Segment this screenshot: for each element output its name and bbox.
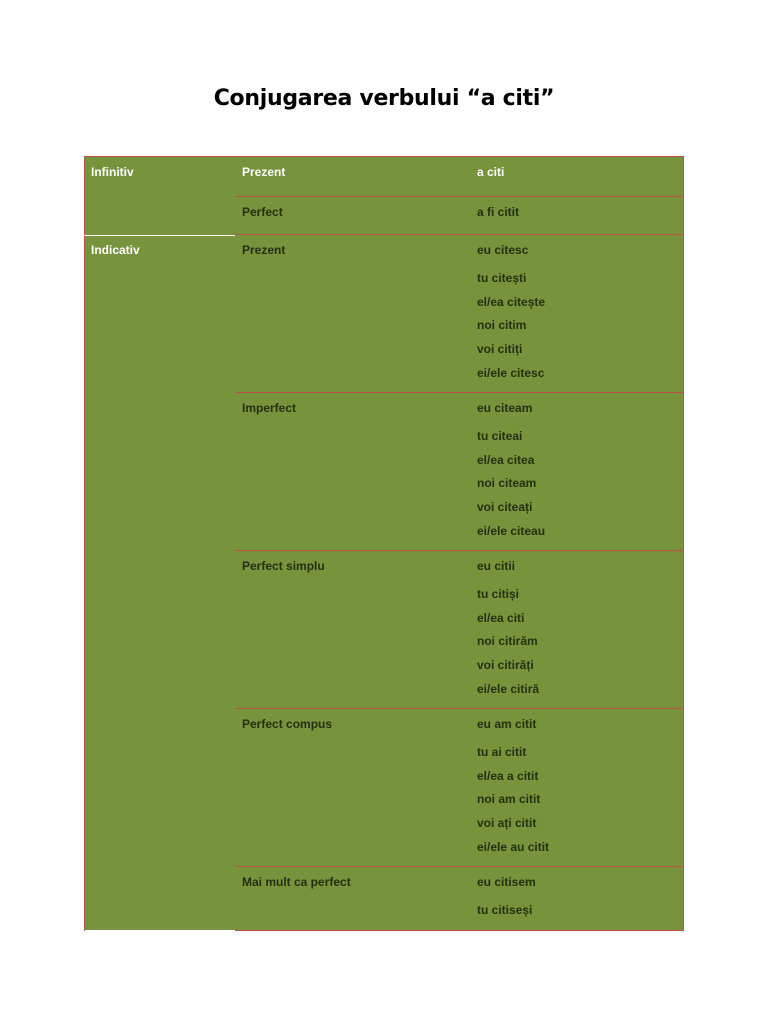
verb-form: el/ea citea <box>477 452 535 467</box>
verb-form: voi citeați <box>477 500 533 515</box>
mood-indicativ <box>84 235 684 931</box>
forms-list <box>477 559 539 702</box>
verb-form: ei/ele citesc <box>477 365 545 380</box>
tense-label: Prezent <box>242 165 286 179</box>
verb-form: eu citeam <box>477 401 533 415</box>
verb-form: voi citirăți <box>477 658 534 673</box>
forms-list <box>477 875 536 923</box>
verb-form: el/ea a citit <box>477 768 539 783</box>
verb-form: tu citiseși <box>477 902 533 917</box>
verb-form: tu citeai <box>477 428 523 443</box>
tense-label: Perfect <box>242 205 283 219</box>
row-indicativ-prezent <box>235 235 684 393</box>
tense-label: Perfect simplu <box>242 559 325 573</box>
forms-list <box>477 205 519 229</box>
tense-label: Imperfect <box>242 401 297 415</box>
verb-form: ei/ele citeau <box>477 523 546 538</box>
verb-form: el/ea citește <box>477 294 546 309</box>
row-infinitiv-prezent <box>235 157 684 197</box>
row-indicativ-imperfect <box>235 393 684 551</box>
verb-form: voi ați citit <box>477 816 537 831</box>
tense-label: Mai mult ca perfect <box>242 875 351 889</box>
verb-form: noi citirăm <box>477 634 538 649</box>
row-infinitiv-perfect <box>235 197 684 235</box>
tense-label: Perfect compus <box>242 717 333 731</box>
verb-form: tu citiși <box>477 586 520 601</box>
row-indicativ-perfect-compus <box>235 709 684 867</box>
row-indicativ-perfect-simplu <box>235 551 684 709</box>
verb-form: ei/ele citiră <box>477 681 540 696</box>
verb-form: noi citeam <box>477 476 537 491</box>
verb-form: voi citiți <box>477 342 523 357</box>
verb-form: a fi citit <box>477 205 520 219</box>
verb-form: noi citim <box>477 318 527 333</box>
mood-label-infinitiv: Infinitiv <box>91 165 134 179</box>
forms-list <box>477 243 545 386</box>
row-indicativ-mai-mult-ca-perfect <box>235 867 684 931</box>
forms-list <box>477 165 504 189</box>
verb-form: ei/ele au citit <box>477 839 550 854</box>
mood-infinitiv <box>84 157 684 235</box>
verb-form: eu citii <box>477 559 516 573</box>
tense-label: Prezent <box>242 243 286 257</box>
verb-form: el/ea citi <box>477 610 525 625</box>
verb-form: eu am citit <box>477 717 537 731</box>
conjugation-table <box>84 156 684 930</box>
verb-form: tu citești <box>477 270 527 285</box>
mood-label-indicativ: Indicativ <box>91 243 140 257</box>
verb-form: eu citesc <box>477 243 529 257</box>
verb-form: noi am citit <box>477 792 541 807</box>
verb-form: tu ai citit <box>477 744 527 759</box>
forms-list <box>477 401 545 544</box>
page-title: Conjugarea verbului “a citi” <box>213 86 555 111</box>
forms-list <box>477 717 549 860</box>
verb-form: eu citisem <box>477 875 536 889</box>
verb-form: a citi <box>477 165 505 179</box>
